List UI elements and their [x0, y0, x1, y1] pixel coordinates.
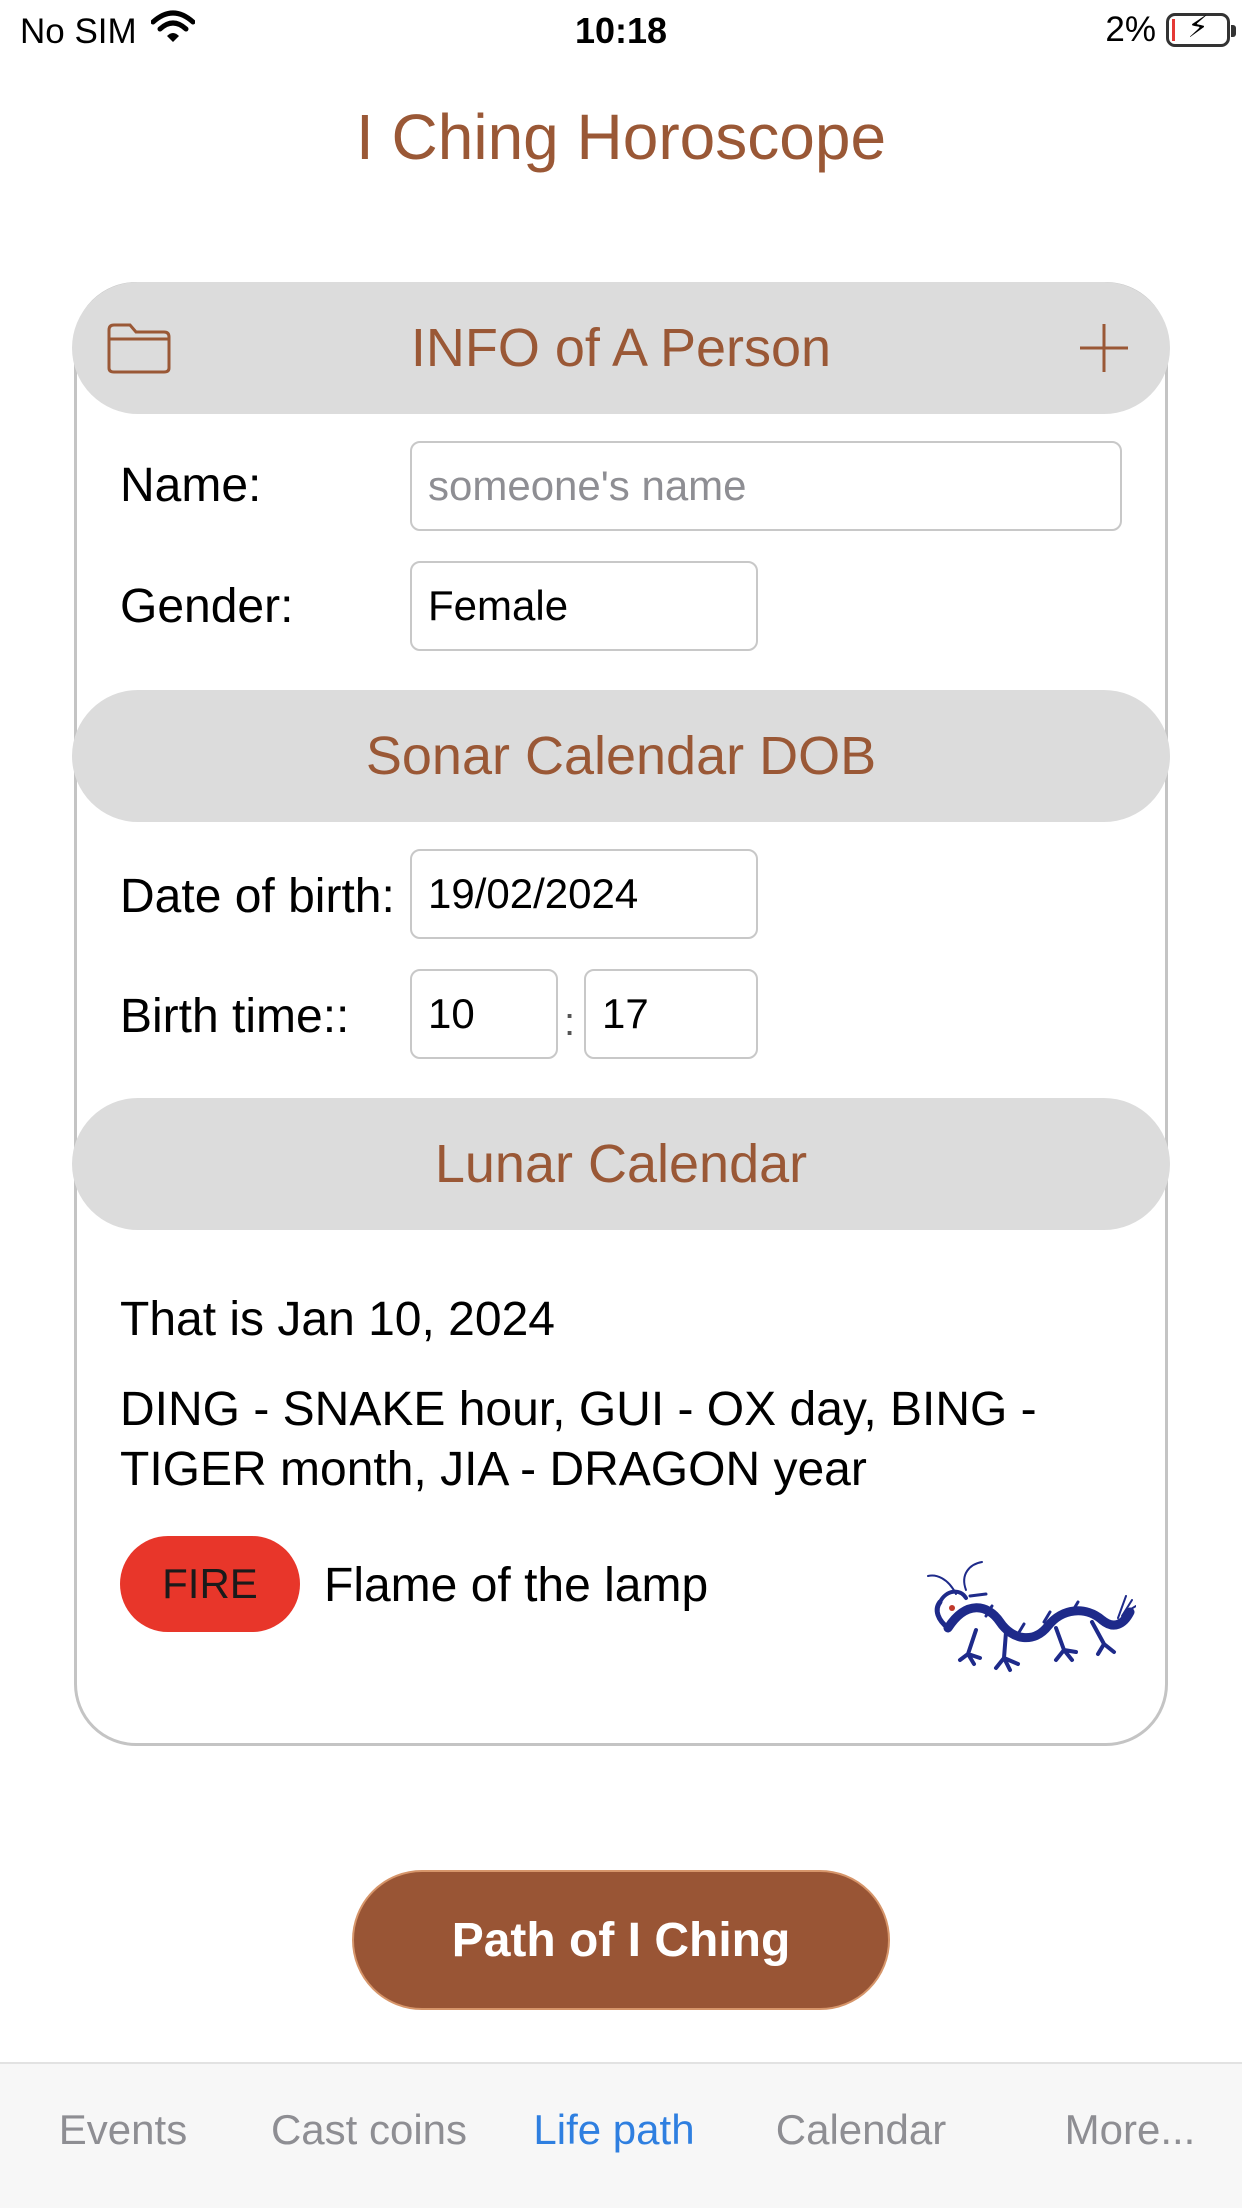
- tab-calendar-label: Calendar: [775, 2106, 947, 2153]
- solar-section-header: [72, 690, 1170, 822]
- path-of-i-ching-button[interactable]: [352, 1870, 890, 2010]
- battery-icon: [1166, 13, 1230, 47]
- name-placeholder: someone's name: [428, 462, 747, 509]
- tab-cast-coins[interactable]: [256, 2106, 482, 2154]
- tab-life-path[interactable]: [518, 2106, 710, 2154]
- gender-value: Female: [428, 582, 569, 629]
- page-title: I Ching Horoscope: [355, 101, 887, 173]
- tab-events-label: Events: [58, 2106, 188, 2153]
- name-input[interactable]: [410, 441, 1122, 531]
- gender-label: Gender:: [120, 580, 294, 633]
- status-right: [1105, 10, 1230, 50]
- tab-cast-coins-label: Cast coins: [270, 2106, 468, 2153]
- lunar-section-title: Lunar Calendar: [434, 1134, 808, 1194]
- element-badge: [120, 1536, 300, 1632]
- minute-field[interactable]: [584, 969, 758, 1059]
- pillars-line-2: TIGER month, JIA - DRAGON year: [120, 1443, 867, 1496]
- tab-bar: [0, 2062, 1242, 2208]
- battery-percent: 2%: [1105, 10, 1156, 49]
- birth-time-label: Birth time::: [120, 990, 350, 1043]
- carrier-label: No SIM: [20, 11, 137, 51]
- status-bar: [0, 0, 1242, 62]
- element-badge-label: FIRE: [162, 1560, 258, 1607]
- add-icon[interactable]: [1078, 282, 1130, 414]
- tab-calendar[interactable]: [758, 2106, 964, 2154]
- path-of-i-ching-label: Path of I Ching: [451, 1913, 791, 1967]
- time-separator: :: [564, 1000, 576, 1044]
- info-section-title: INFO of A Person: [410, 318, 832, 378]
- minute-value: 17: [602, 990, 649, 1037]
- info-section-header: [72, 282, 1170, 414]
- dob-value: 19/02/2024: [428, 870, 639, 917]
- hour-value: 10: [428, 990, 475, 1037]
- folder-icon[interactable]: [106, 282, 172, 414]
- element-description: Flame of the lamp: [324, 1559, 709, 1612]
- pillars-line-1: DING - SNAKE hour, GUI - OX day, BING -: [120, 1383, 1037, 1436]
- tab-more[interactable]: [1032, 2106, 1228, 2154]
- gender-field[interactable]: [410, 561, 758, 651]
- lunar-section-header: [72, 1098, 1170, 1230]
- lunar-date-text: That is Jan 10, 2024: [120, 1293, 555, 1346]
- charging-bolt-icon: ⚡: [1187, 11, 1209, 44]
- hour-field[interactable]: [410, 969, 558, 1059]
- dragon-icon: [926, 1560, 1136, 1678]
- tab-more-label: More...: [1064, 2106, 1196, 2153]
- tab-events[interactable]: [30, 2106, 216, 2154]
- dob-field[interactable]: [410, 849, 758, 939]
- dob-label: Date of birth:: [120, 870, 395, 923]
- solar-section-title: Sonar Calendar DOB: [365, 726, 877, 786]
- tab-life-path-label: Life path: [533, 2106, 695, 2153]
- clock: 10:18: [574, 10, 668, 51]
- name-label: Name:: [120, 459, 262, 512]
